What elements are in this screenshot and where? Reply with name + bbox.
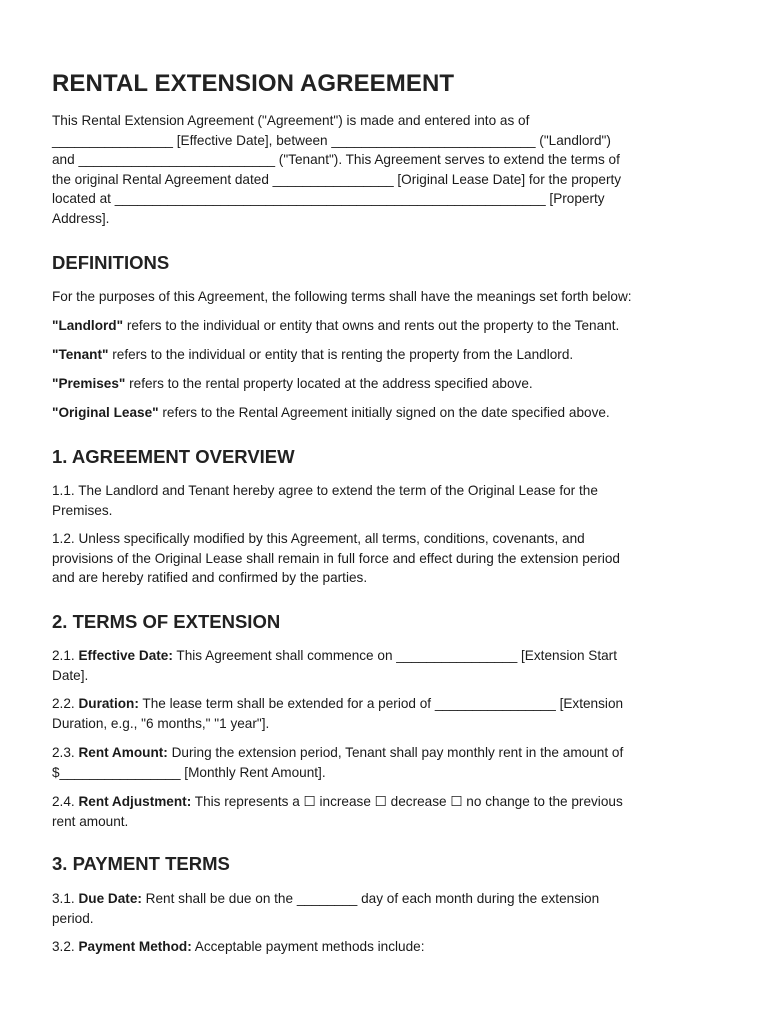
clause-line: Duration, e.g., "6 months," "1 year"].: [52, 715, 270, 731]
intro-line: and __________________________ ("Tenant"). This Agreement serves to extend the terms of: [52, 152, 620, 168]
clause-3-1: [52, 889, 720, 928]
intro-line: Address].: [52, 210, 110, 226]
definition-text: refers to the individual or entity that owns and rents out the property to the Tenant.: [123, 318, 620, 333]
clause-number: 2.3.: [52, 745, 79, 760]
definition-tenant: [52, 345, 720, 365]
clause-2-2: [52, 694, 720, 733]
clause-number: 2.4.: [52, 794, 79, 809]
definition-text: refers to the rental property located at the address specified above.: [125, 376, 533, 391]
section-3-heading: 3. PAYMENT TERMS: [52, 853, 230, 874]
clause-number: 2.1.: [52, 648, 79, 663]
clause-line: This represents a ☐ increase ☐ decrease ☐ no change to the previous: [191, 794, 623, 809]
clause-label: Duration:: [78, 696, 139, 711]
clause-line: During the extension period, Tenant shall pay monthly rent in the amount of: [167, 745, 624, 760]
clause-line: Date].: [52, 667, 89, 683]
clause-line: This Agreement shall commence on ________________ [Extension Start: [172, 648, 617, 663]
clause-1-2: [52, 529, 720, 588]
clause-label: Effective Date:: [78, 648, 173, 663]
clause-number: 2.2.: [52, 696, 79, 711]
clause-line: Acceptable payment methods include:: [191, 939, 425, 954]
definitions-lead: For the purposes of this Agreement, the following terms shall have the meanings set forth below:: [52, 289, 632, 304]
clause-line: period.: [52, 910, 94, 926]
clause-label: Rent Adjustment:: [78, 794, 192, 809]
definition-term: "Premises": [52, 376, 126, 391]
definitions-heading: DEFINITIONS: [52, 252, 170, 273]
clause-label: Due Date:: [78, 891, 142, 906]
clause-2-1: [52, 646, 720, 685]
intro-paragraph: [52, 111, 720, 229]
intro-line: ________________ [Effective Date], between ___________________________ ("Landlord"): [52, 132, 611, 148]
definition-text: refers to the individual or entity that is renting the property from the Landlord.: [108, 347, 574, 362]
intro-line: located at _________________________________________________________ [Property: [52, 191, 605, 207]
clause-line: 1.1. The Landlord and Tenant hereby agree to extend the term of the Original Lease for the: [52, 483, 598, 498]
definition-premises: [52, 374, 720, 394]
section-2-heading: 2. TERMS OF EXTENSION: [52, 611, 281, 632]
clause-line: The lease term shall be extended for a period of ________________ [Extension: [138, 696, 624, 711]
clause-2-3: [52, 743, 720, 782]
section-1-heading: 1. AGREEMENT OVERVIEW: [52, 446, 295, 467]
intro-line: the original Rental Agreement dated ________________ [Original Lease Date] for the property: [52, 171, 622, 187]
clause-label: Rent Amount:: [78, 745, 168, 760]
clause-number: 3.1.: [52, 891, 79, 906]
definition-landlord: [52, 316, 720, 336]
clause-3-2: [52, 937, 720, 957]
clause-number: 3.2.: [52, 939, 79, 954]
definition-term: "Landlord": [52, 318, 124, 333]
definition-term: "Original Lease": [52, 405, 159, 420]
clause-label: Payment Method:: [78, 939, 192, 954]
clause-2-4: [52, 792, 720, 831]
clause-line: Premises.: [52, 502, 113, 518]
clause-line: 1.2. Unless specifically modified by this Agreement, all terms, conditions, covenants, and: [52, 531, 585, 546]
definition-text: refers to the Rental Agreement initially signed on the date specified above.: [158, 405, 610, 420]
clause-line: provisions of the Original Lease shall remain in full force and effect during the extension period: [52, 550, 620, 566]
definition-term: "Tenant": [52, 347, 109, 362]
document-title: RENTAL EXTENSION AGREEMENT: [52, 70, 455, 97]
clause-line: rent amount.: [52, 813, 129, 829]
clause-1-1: [52, 481, 720, 520]
clause-line: Rent shall be due on the ________ day of each month during the extension: [141, 891, 600, 906]
clause-line: $________________ [Monthly Rent Amount].: [52, 764, 326, 780]
definition-original-lease: [52, 403, 720, 423]
intro-line: This Rental Extension Agreement ("Agreement") is made and entered into as of: [52, 113, 530, 128]
clause-line: and are hereby ratified and confirmed by the parties.: [52, 570, 368, 586]
